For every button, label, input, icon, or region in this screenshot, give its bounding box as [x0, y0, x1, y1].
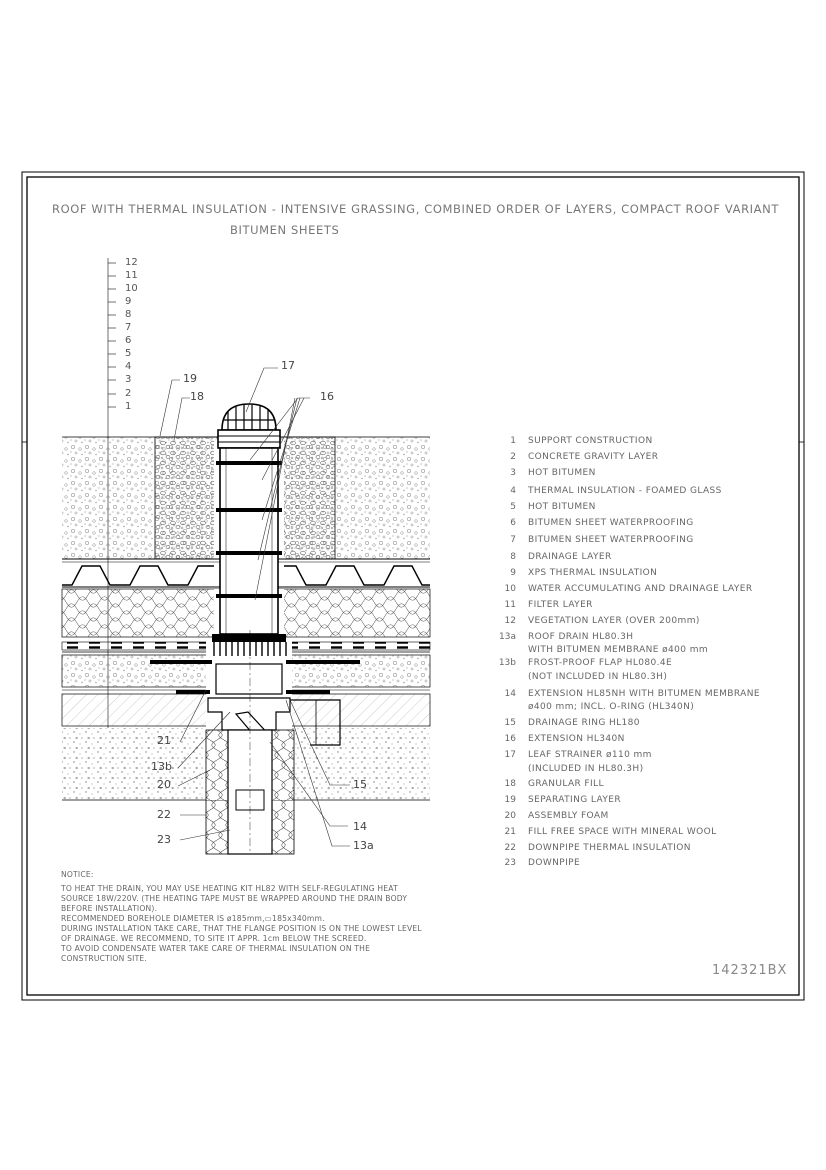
- legend-text-continued: (NOT INCLUDED IN HL80.3H): [528, 672, 668, 682]
- legend-number: 7: [510, 535, 516, 545]
- legend-number: 6: [510, 518, 516, 528]
- callout-13a: 13a: [353, 839, 374, 852]
- callout-17: 17: [281, 359, 295, 372]
- level-label: 9: [125, 296, 132, 307]
- legend-text-continued: ø400 mm; INCL. O-RING (HL340N): [528, 702, 695, 712]
- level-label: 3: [125, 374, 132, 385]
- legend-number: 9: [510, 568, 516, 578]
- legend-text: FILTER LAYER: [528, 600, 593, 610]
- level-label: 5: [125, 348, 132, 359]
- legend-number: 13a: [499, 632, 516, 642]
- callout-14: 14: [353, 820, 367, 833]
- legend-text: THERMAL INSULATION - FOAMED GLASS: [528, 486, 722, 496]
- level-label: 7: [125, 322, 132, 333]
- legend-text: FROST-PROOF FLAP HL080.4E: [528, 658, 673, 668]
- legend-number: 16: [504, 734, 516, 744]
- legend-number: 14: [504, 689, 516, 699]
- legend-text: DRAINAGE RING HL180: [528, 718, 640, 728]
- legend-text: SUPPORT CONSTRUCTION: [528, 436, 653, 446]
- legend-number: 22: [504, 843, 516, 853]
- legend-text: EXTENSION HL340N: [528, 734, 625, 744]
- notice-line: SOURCE 18W/220V. (THE HEATING TAPE MUST BE WRAPPED AROUND THE DRAIN BODY: [61, 894, 408, 903]
- legend-number: 17: [504, 750, 516, 760]
- notice-line: OF DRAINAGE. WE RECOMMEND, TO SITE IT APPR. 1cm BELOW THE SCREED.: [61, 934, 367, 943]
- legend-text: DOWNPIPE THERMAL INSULATION: [528, 843, 691, 853]
- legend-text: HOT BITUMEN: [528, 502, 596, 512]
- level-label: 6: [125, 335, 132, 346]
- legend-text: EXTENSION HL85NH WITH BITUMEN MEMBRANE: [528, 689, 760, 699]
- legend-text: BITUMEN SHEET WATERPROOFING: [528, 518, 694, 528]
- legend-number: 20: [504, 811, 516, 821]
- level-label: 2: [125, 388, 132, 399]
- legend-text-continued: (INCLUDED IN HL80.3H): [528, 764, 644, 774]
- legend-number: 18: [504, 779, 516, 789]
- legend-text: VEGETATION LAYER (OVER 200mm): [528, 616, 700, 626]
- legend-number: 19: [504, 795, 516, 805]
- callout-15: 15: [353, 778, 367, 791]
- notice-line: TO AVOID CONDENSATE WATER TAKE CARE OF THERMAL INSULATION ON THE: [61, 944, 371, 953]
- legend-number: 2: [510, 452, 516, 462]
- drawing-code: 142321BX: [712, 963, 788, 978]
- notice-line: DURING INSTALLATION TAKE CARE, THAT THE FLANGE POSITION IS ON THE LOWEST LEVEL: [61, 924, 422, 933]
- legend-text: FILL FREE SPACE WITH MINERAL WOOL: [528, 827, 717, 837]
- callout-13b: 13b: [151, 760, 172, 773]
- legend-number: 1: [510, 436, 516, 446]
- legend-number: 5: [510, 502, 516, 512]
- legend-text: SEPARATING LAYER: [528, 795, 621, 805]
- notice-line: BEFORE INSTALLATION).: [61, 904, 158, 913]
- legend-number: 21: [504, 827, 516, 837]
- legend-number: 3: [510, 468, 516, 478]
- level-label: 8: [125, 309, 132, 320]
- legend-text: DOWNPIPE: [528, 858, 581, 868]
- drawing-title: ROOF WITH THERMAL INSULATION - INTENSIVE GRASSING, COMBINED ORDER OF LAYERS, COMPACT ROOF VARIANT: [52, 202, 779, 216]
- callout-23: 23: [157, 833, 171, 846]
- notice-line: RECOMMENDED BOREHOLE DIAMETER IS ø185mm,▭185x340mm.: [61, 914, 325, 923]
- notice-heading: NOTICE:: [61, 870, 94, 879]
- legend-text: ASSEMBLY FOAM: [528, 811, 609, 821]
- legend-text: LEAF STRAINER ø110 mm: [528, 750, 652, 760]
- level-label: 1: [125, 401, 132, 412]
- level-label: 4: [125, 361, 132, 372]
- notice-line: CONSTRUCTION SITE.: [61, 954, 148, 963]
- level-label: 10: [125, 283, 138, 294]
- level-label: 12: [125, 257, 138, 268]
- legend-number: 13b: [498, 658, 516, 668]
- drawing-subtitle: BITUMEN SHEETS: [230, 223, 340, 237]
- legend-number: 11: [504, 600, 516, 610]
- callout-19: 19: [183, 372, 197, 385]
- notice-line: TO HEAT THE DRAIN, YOU MAY USE HEATING KIT HL82 WITH SELF-REGULATING HEAT: [61, 884, 398, 893]
- legend-text: DRAINAGE LAYER: [528, 552, 612, 562]
- legend-number: 12: [504, 616, 516, 626]
- legend-text: GRANULAR FILL: [528, 779, 604, 789]
- legend-text: WATER ACCUMULATING AND DRAINAGE LAYER: [528, 584, 753, 594]
- legend-text: ROOF DRAIN HL80.3H: [528, 632, 634, 642]
- callout-16: 16: [320, 390, 334, 403]
- legend-text-continued: WITH BITUMEN MEMBRANE ø400 mm: [528, 645, 709, 655]
- legend-text: CONCRETE GRAVITY LAYER: [528, 452, 659, 462]
- legend-text: BITUMEN SHEET WATERPROOFING: [528, 535, 694, 545]
- legend-number: 4: [510, 486, 516, 496]
- legend-text: HOT BITUMEN: [528, 468, 596, 478]
- legend-number: 8: [510, 552, 516, 562]
- legend-number: 10: [504, 584, 516, 594]
- callout-18: 18: [190, 390, 204, 403]
- legend-number: 15: [504, 718, 516, 728]
- callout-21: 21: [157, 734, 171, 747]
- callout-20: 20: [157, 778, 171, 791]
- legend-text: XPS THERMAL INSULATION: [528, 568, 658, 578]
- callout-22: 22: [157, 808, 171, 821]
- level-label: 11: [125, 270, 138, 281]
- legend-number: 23: [504, 858, 516, 868]
